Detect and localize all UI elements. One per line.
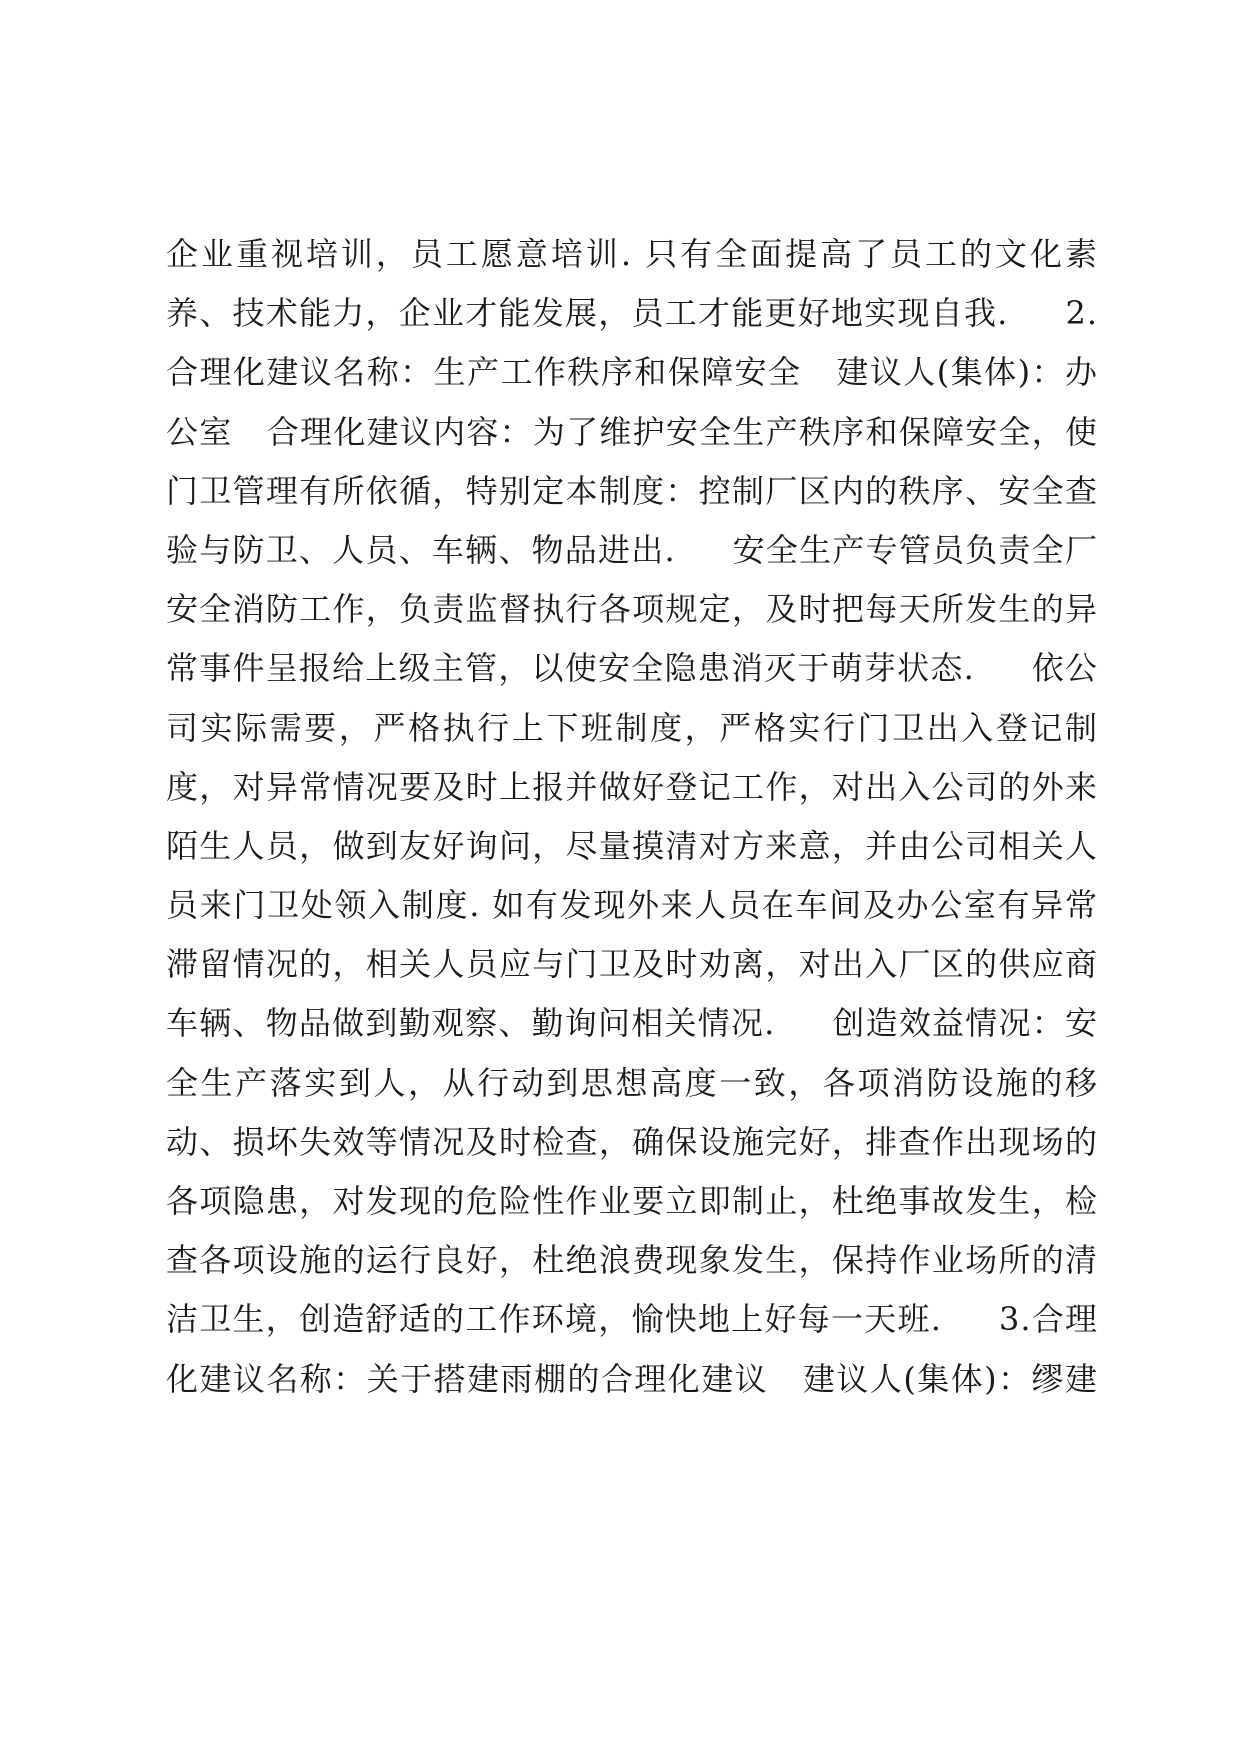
text-line: 常事件呈报给上级主管，以使安全隐患消灭于萌芽状态. 依公 (166, 649, 1098, 688)
text-line: 员来门卫处领入制度. 如有发现外来人员在车间及办公室有异常 (166, 886, 1098, 925)
text-line: 安全消防工作，负责监督执行各项规定，及时把每天所发生的异 (166, 590, 1098, 629)
text-line: 养、技术能力，企业才能发展，员工才能更好地实现自我. 2. (166, 294, 1098, 333)
text-line: 车辆、物品做到勤观察、勤询问相关情况. 创造效益情况：安 (166, 1004, 1098, 1043)
text-line: 洁卫生，创造舒适的工作环境，愉快地上好每一天班. 3.合理 (166, 1300, 1098, 1339)
text-line: 度，对异常情况要及时上报并做好登记工作，对出入公司的外来 (166, 767, 1098, 806)
text-line: 滞留情况的，相关人员应与门卫及时劝离，对出入厂区的供应商 (166, 945, 1098, 984)
text-line: 陌生人员，做到友好询问，尽量摸清对方来意，并由公司相关人 (166, 826, 1098, 865)
text-line: 司实际需要，严格执行上下班制度，严格实行门卫出入登记制 (166, 708, 1098, 747)
text-line: 门卫管理有所依循，特别定本制度：控制厂区内的秩序、安全查 (166, 471, 1098, 510)
text-line: 全生产落实到人，从行动到思想高度一致，各项消防设施的移 (166, 1063, 1098, 1102)
text-line: 动、损坏失效等情况及时检查，确保设施完好，排查作出现场的 (166, 1122, 1098, 1161)
text-line: 合理化建议名称：生产工作秩序和保障安全 建议人(集体)：办 (166, 353, 1098, 392)
text-line: 验与防卫、人员、车辆、物品进出. 安全生产专管员负责全厂 (166, 530, 1098, 569)
text-line: 查各项设施的运行良好，杜绝浪费现象发生，保持作业场所的清 (166, 1241, 1098, 1280)
text-line: 企业重视培训，员工愿意培训. 只有全面提高了员工的文化素 (166, 235, 1098, 273)
text-line: 化建议名称：关于搭建雨棚的合理化建议 建议人(集体)：缪建 (166, 1359, 1098, 1398)
body-text (166, 225, 1098, 1409)
text-line: 各项隐患，对发现的危险性作业要立即制止，杜绝事故发生，检 (166, 1182, 1098, 1220)
text-line: 公室 合理化建议内容：为了维护安全生产秩序和保障安全，使 (166, 412, 1098, 451)
